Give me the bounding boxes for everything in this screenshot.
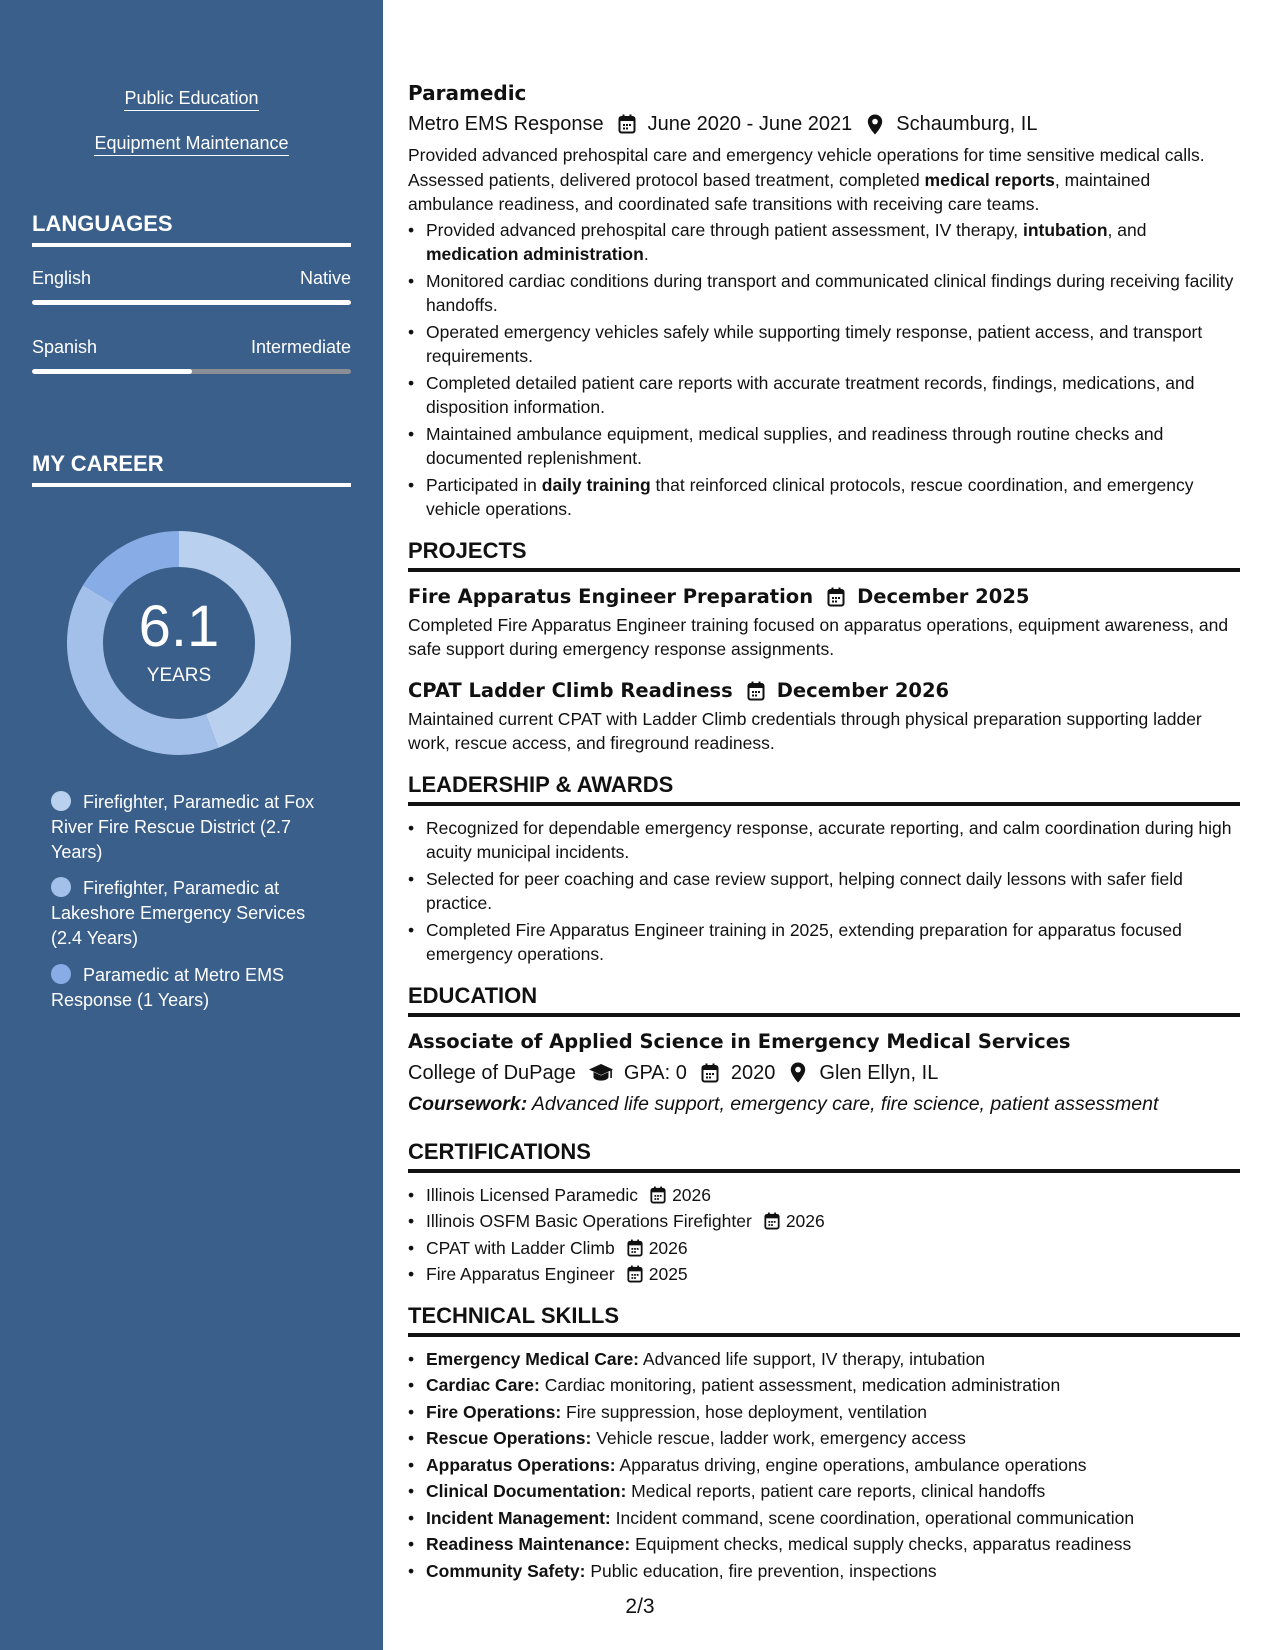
project-title: Fire Apparatus Engineer Preparation (408, 584, 814, 608)
language-bar-fill (32, 300, 351, 305)
legend-dot (51, 877, 71, 897)
job-location: Schaumburg, IL (896, 113, 1038, 135)
degree-title: Associate of Applied Science in Emergency Medical Services (408, 1029, 1071, 1053)
languages-heading: LANGUAGES (32, 211, 351, 247)
list-item: • Provided advanced prehospital care through patient assessment, IV therapy, intubation, and medication administration. (408, 218, 1240, 267)
calendar-icon (699, 1062, 721, 1084)
skills-heading: TECHNICAL SKILLS (408, 1303, 1240, 1337)
sidebar (0, 0, 383, 1650)
gpa: GPA: 0 (623, 1061, 687, 1084)
calendar-icon (764, 1212, 782, 1230)
list-item: • Community Safety: Public education, fire prevention, inspections (408, 1559, 1240, 1584)
sidebar-link-equipment-maintenance[interactable]: Equipment Maintenance (0, 133, 383, 154)
project-description: Maintained current CPAT with Ladder Climb credentials through physical preparation supporting ladder work, rescue access, and fireground readiness. (408, 708, 1202, 753)
school-location: Glen Ellyn, IL (819, 1061, 939, 1084)
project-title-row (408, 582, 1240, 612)
list-item: • CPAT with Ladder Climb 2026 (408, 1236, 1240, 1261)
language-name: English (32, 268, 92, 288)
job-summary: Provided advanced prehospital care and emergency vehicle operations for time sensitive medical calls. Assessed patients, delivered protocol based treatment, completed medical reports, maintained ambulance readiness, and coordinated safe transitions with receiving care teams. (408, 145, 1205, 214)
project-title: CPAT Ladder Climb Readiness (408, 678, 733, 702)
list-item: • Participated in daily training that reinforced clinical protocols, rescue coordination, and emergency vehicle operations. (408, 473, 1240, 522)
job-bullets (408, 218, 1240, 522)
language-level: Native (299, 268, 351, 288)
calendar-icon (627, 1239, 645, 1257)
language-level: Intermediate (250, 337, 351, 357)
list-item: • Clinical Documentation: Medical reports, patient care reports, clinical handoffs (408, 1479, 1240, 1504)
certifications-list (408, 1183, 1240, 1287)
calendar-icon (747, 681, 769, 701)
list-item: • Illinois OSFM Basic Operations Firefighter 2026 (408, 1209, 1240, 1234)
list-item: • Fire Apparatus Engineer 2025 (408, 1262, 1240, 1287)
education-meta (408, 1057, 1240, 1089)
coursework: Coursework: Advanced life support, emergency care, fire science, patient assessment (408, 1092, 1159, 1115)
calendar-icon (616, 113, 638, 135)
list-item: • Operated emergency vehicles safely while supporting timely response, patient access, and transport requirements. (408, 320, 1240, 369)
language-row-english (32, 268, 351, 289)
career-heading: MY CAREER (32, 451, 351, 487)
graduation-year: 2020 (730, 1061, 776, 1084)
job-title: Paramedic (408, 81, 527, 105)
job-meta (408, 108, 1240, 140)
certifications-heading: CERTIFICATIONS (408, 1139, 1240, 1173)
language-name: Spanish (32, 337, 98, 357)
list-item: • Monitored cardiac conditions during transport and communicated clinical findings during receiving facility handoffs. (408, 269, 1240, 318)
career-total-unit: YEARS (146, 665, 212, 686)
language-bar-spanish (32, 369, 351, 374)
project-date: December 2025 (857, 584, 1030, 608)
list-item: • Cardiac Care: Cardiac monitoring, patient assessment, medication administration (408, 1373, 1240, 1398)
calendar-icon (627, 1265, 645, 1283)
skills-list (408, 1347, 1240, 1584)
project-title-row (408, 676, 1240, 706)
language-bar-fill (32, 369, 192, 374)
career-legend-item: Firefighter, Paramedic at Lakeshore Emergency Services (2.4 Years) (51, 878, 306, 948)
legend-dot (51, 791, 71, 811)
list-item: • Rescue Operations: Vehicle rescue, ladder work, emergency access (408, 1426, 1240, 1451)
calendar-icon (827, 587, 849, 607)
leadership-heading: LEADERSHIP & AWARDS (408, 772, 1240, 806)
projects-heading: PROJECTS (408, 538, 1240, 572)
leadership-list (408, 816, 1240, 967)
job-dates: June 2020 - June 2021 (647, 113, 853, 135)
list-item: • Selected for peer coaching and case review support, helping connect daily lessons with safer field practice. (408, 867, 1240, 916)
list-item: • Maintained ambulance equipment, medical supplies, and readiness through routine checks and documented replenishment. (408, 422, 1240, 471)
list-item: • Completed Fire Apparatus Engineer training in 2025, extending preparation for apparatus focused emergency operations. (408, 918, 1240, 967)
list-item: • Apparatus Operations: Apparatus driving, engine operations, ambulance operations (408, 1453, 1240, 1478)
list-item: • Fire Operations: Fire suppression, hose deployment, ventilation (408, 1400, 1240, 1425)
project-description: Completed Fire Apparatus Engineer training focused on apparatus operations, equipment awareness, and safe support during emergency response assignments. (408, 614, 1229, 659)
map-pin-icon (787, 1062, 809, 1084)
education-heading: EDUCATION (408, 983, 1240, 1017)
list-item: • Completed detailed patient care reports with accurate treatment records, findings, medications, and disposition information. (408, 371, 1240, 420)
list-item: • Emergency Medical Care: Advanced life support, IV therapy, intubation (408, 1347, 1240, 1372)
list-item: • Illinois Licensed Paramedic 2026 (408, 1183, 1240, 1208)
list-item: • Readiness Maintenance: Equipment checks, medical supply checks, apparatus readiness (408, 1532, 1240, 1557)
career-legend-item: Paramedic at Metro EMS Response (1 Years) (51, 965, 285, 1010)
main-content (408, 78, 1240, 1585)
sidebar-link-public-education[interactable]: Public Education (0, 88, 383, 109)
map-pin-icon (864, 113, 886, 135)
graduation-cap-icon (588, 1062, 614, 1084)
career-legend-item: Firefighter, Paramedic at Fox River Fire Rescue District (2.7 Years) (51, 792, 315, 862)
language-row-spanish (32, 337, 351, 358)
company-name: Metro EMS Response (408, 113, 604, 135)
career-total-years: 6.1 (138, 594, 220, 659)
page-number: 2/3 (625, 1595, 655, 1618)
legend-dot (51, 964, 71, 984)
school-name: College of DuPage (408, 1061, 576, 1084)
list-item: • Recognized for dependable emergency response, accurate reporting, and calm coordination during high acuity municipal incidents. (408, 816, 1240, 865)
language-bar-english (32, 300, 351, 305)
calendar-icon (650, 1186, 668, 1204)
project-date: December 2026 (776, 678, 950, 702)
list-item: • Incident Management: Incident command, scene coordination, operational communication (408, 1506, 1240, 1531)
